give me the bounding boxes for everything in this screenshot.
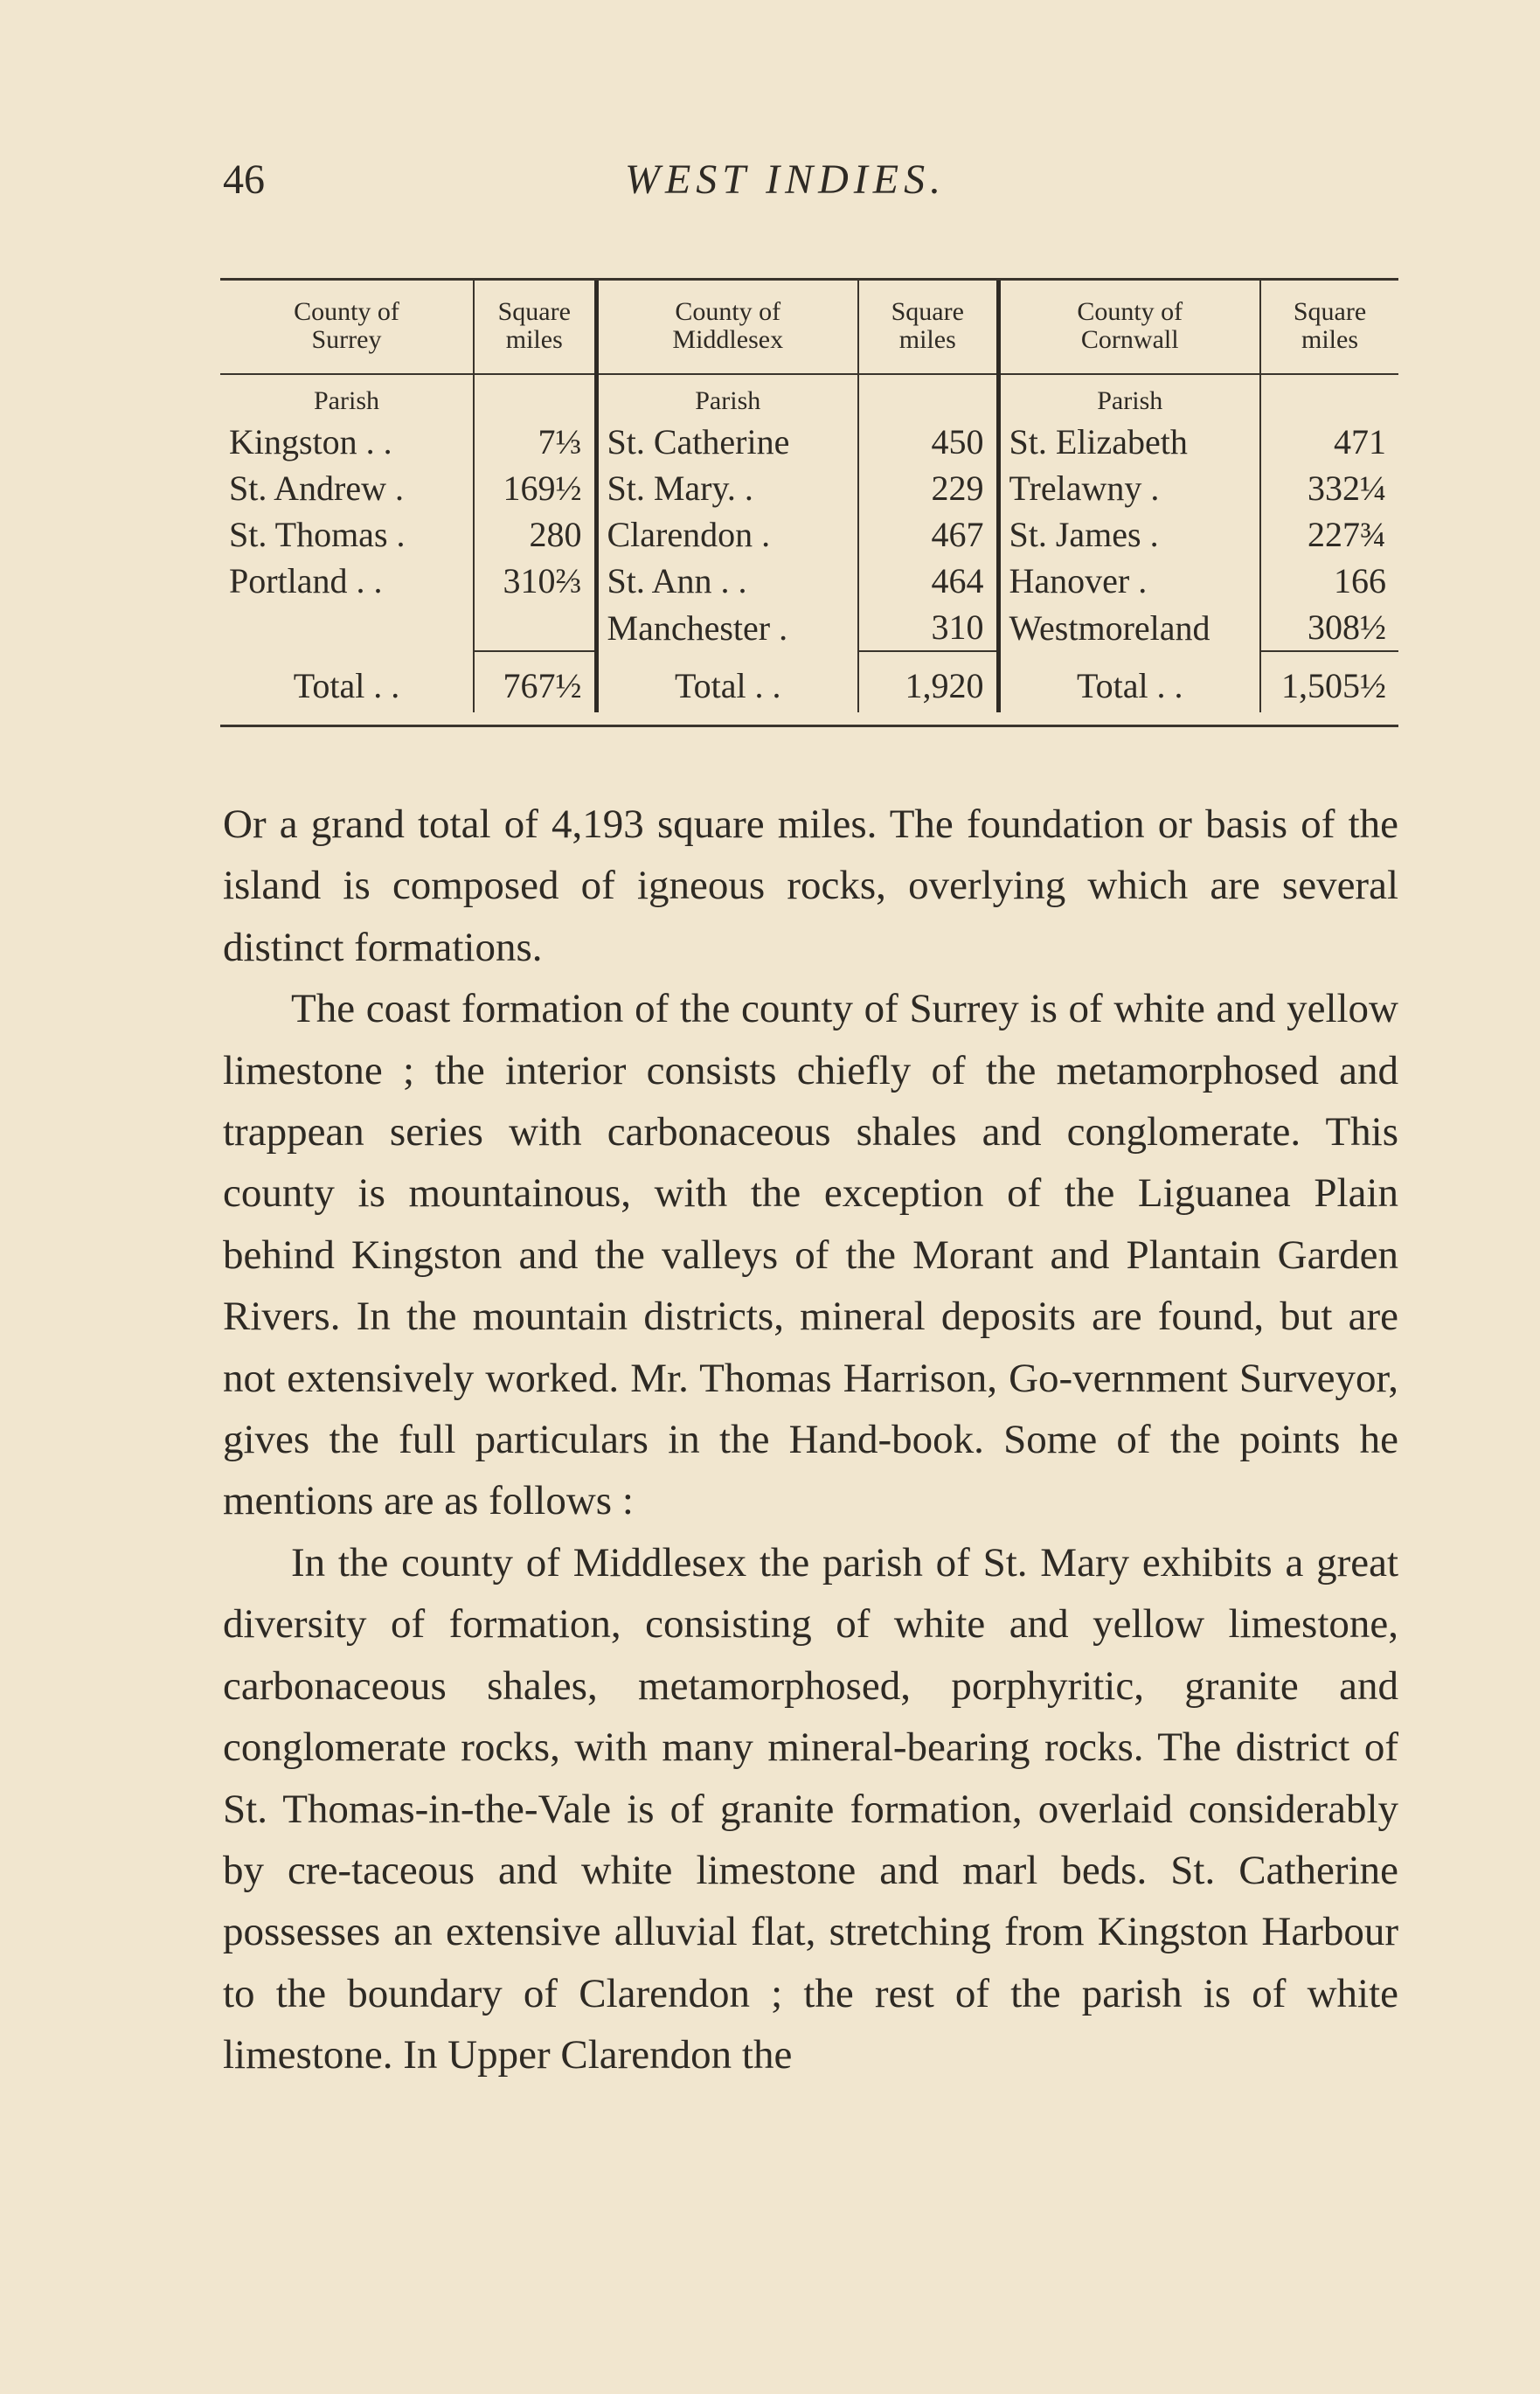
total-label: Total . .	[293, 665, 400, 705]
total-cornwall: 1,505½	[1260, 651, 1398, 712]
square-miles-value: 308½	[1260, 604, 1398, 651]
parish-name: Westmoreland	[998, 604, 1260, 651]
square-miles-value: 227¾	[1260, 511, 1398, 558]
parish-name: St. Catherine	[596, 419, 858, 465]
parish-name: Kingston . .	[229, 422, 392, 461]
table-row	[220, 558, 1398, 604]
subheader-parish: Parish	[998, 374, 1260, 419]
square-miles-value: 229	[858, 465, 998, 511]
paragraph: The coast formation of the county of Surrey is of white and yellow limestone ; the interior consists chiefly of the metamorphosed and trappean series with carbonaceous shales and conglomerate. This county is mountainous, with the exception of the Liguanea Plain behind Kingston and the valleys of the Morant and Plantain Garden Rivers. In the mountain districts, mineral deposits are found, but are not extensively worked. Mr. Thomas Harrison, Go-vernment Surveyor, gives the full particulars in the Hand-book. Some of the points he mentions are as follows :	[223, 986, 1398, 1524]
col-header-square-miles: Square miles	[1260, 281, 1398, 374]
table-bottom-rule	[220, 725, 1398, 727]
running-head	[223, 156, 1398, 208]
col-header-square-miles: Square miles	[474, 281, 596, 374]
page-number: 46	[223, 156, 265, 203]
square-miles-value: 166	[1260, 558, 1398, 604]
parish-name: St. Andrew .	[229, 468, 404, 508]
parish-name: Clarendon .	[596, 511, 858, 558]
col-header-county-cornwall: County of Cornwall	[998, 281, 1260, 374]
body-text	[223, 794, 1398, 2086]
square-miles-value: 471	[1260, 419, 1398, 465]
paragraph: In the county of Middlesex the parish of St. Mary exhibits a great diversity of formation, consisting of white and yellow limestone, carbonaceous shales, metamorphosed, porphyritic, granite and conglomerate rocks, with many mineral-bearing rocks. The district of St. Thomas-in-the-Vale is of granite formation, overlaid considerably by cre-taceous and white limestone and marl beds. St. Catherine possesses an extensive alluvial flat, stretching from Kingston Harbour to the boundary of Clarendon ; the rest of the parish is of white limestone. In Upper Clarendon the	[223, 1539, 1398, 2078]
parish-name: St. Mary. .	[596, 465, 858, 511]
square-miles-value: 280	[474, 511, 596, 558]
square-miles-value	[474, 604, 596, 651]
table-row	[220, 604, 1398, 651]
square-miles-value: 310⅔	[474, 558, 596, 604]
total-label: Total . .	[596, 651, 858, 712]
square-miles-value: 169½	[474, 465, 596, 511]
table-header-row	[220, 281, 1398, 374]
parish-area-table	[220, 278, 1398, 727]
running-title: WEST INDIES.	[625, 156, 947, 203]
total-label: Total . .	[998, 651, 1260, 712]
total-middlesex: 1,920	[858, 651, 998, 712]
square-miles-value: 450	[858, 419, 998, 465]
table-subheader-row	[220, 374, 1398, 419]
parish-name: St. James .	[998, 511, 1260, 558]
parish-name	[220, 604, 474, 651]
table-row	[220, 419, 1398, 465]
parish-name: Manchester .	[596, 604, 858, 651]
square-miles-value: 464	[858, 558, 998, 604]
parish-name: Portland . .	[229, 561, 383, 600]
square-miles-value: 467	[858, 511, 998, 558]
totals-row	[220, 651, 1398, 712]
parish-name: St. Ann . .	[596, 558, 858, 604]
subheader-parish: Parish	[596, 374, 858, 419]
parish-name: Hanover .	[998, 558, 1260, 604]
square-miles-value: 7⅓	[474, 419, 596, 465]
table-row	[220, 465, 1398, 511]
square-miles-value: 310	[858, 604, 998, 651]
col-header-county-middlesex: County of Middlesex	[596, 281, 858, 374]
col-header-square-miles: Square miles	[858, 281, 998, 374]
square-miles-value: 332¼	[1260, 465, 1398, 511]
table-row	[220, 511, 1398, 558]
total-surrey: 767½	[474, 651, 596, 712]
paragraph: Or a grand total of 4,193 square miles. The foundation or basis of the island is composed of igneous rocks, overlying which are several distinct formations.	[223, 801, 1398, 970]
parish-name: Trelawny .	[998, 465, 1260, 511]
col-header-county-surrey: County of Surrey	[220, 281, 474, 374]
parish-name: St. Elizabeth	[998, 419, 1260, 465]
subheader-parish: Parish	[314, 386, 379, 415]
parish-name: St. Thomas .	[229, 515, 406, 554]
